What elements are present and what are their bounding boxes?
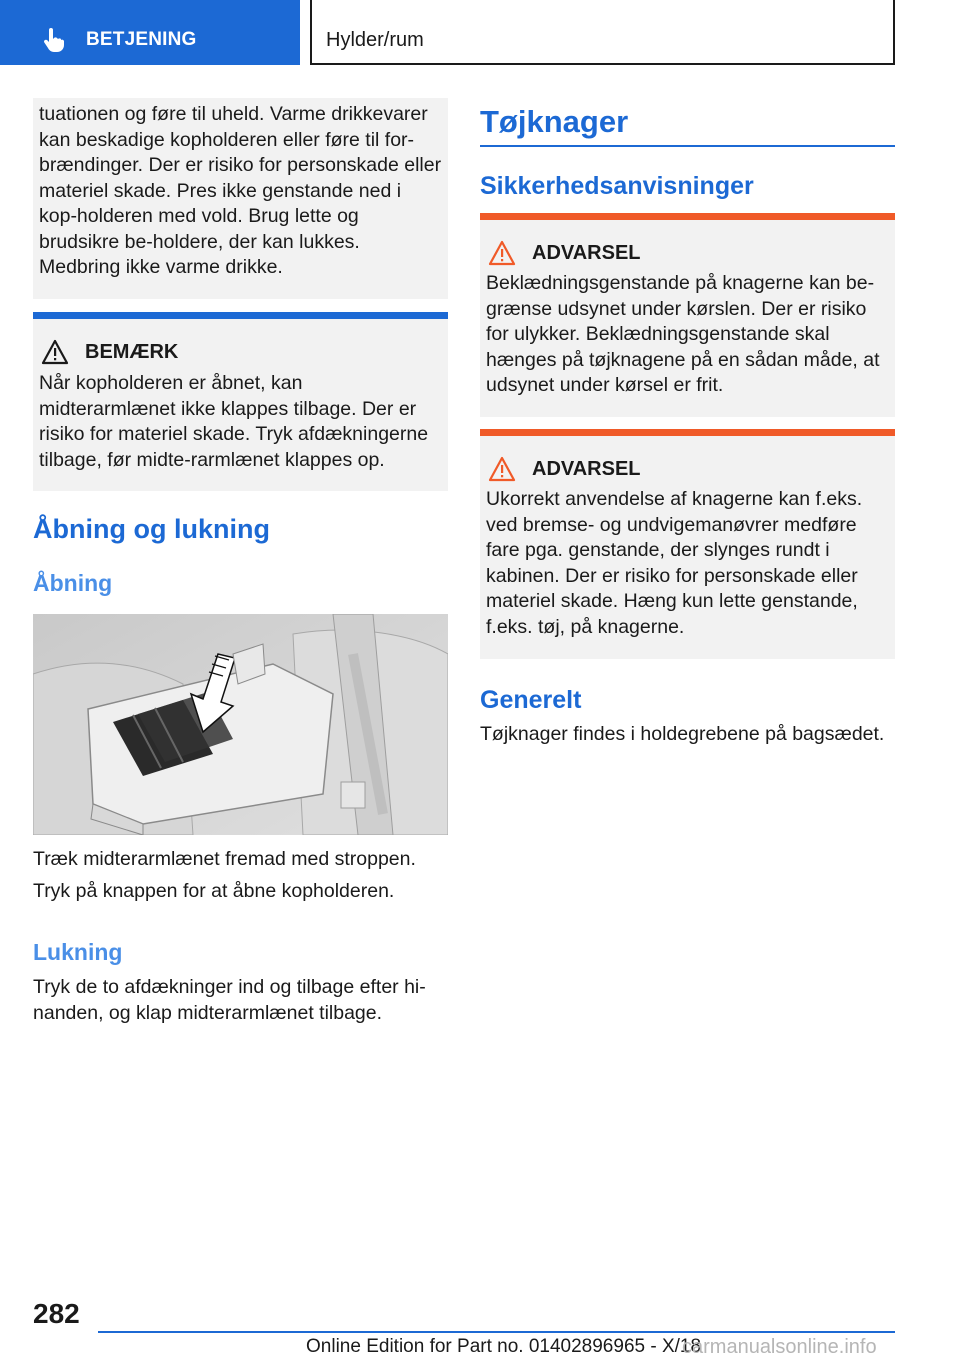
footer-rule: [98, 1331, 895, 1333]
subheading-closing: Lukning: [33, 939, 123, 965]
warning-triangle-icon: [41, 339, 69, 365]
step-2-text: Tryk på knappen for at åbne kopholderen.: [33, 880, 395, 902]
general-text: Tøjknager findes i holdegrebene på bagsædet.: [480, 723, 885, 745]
page-number: 282: [33, 1298, 80, 1329]
edition-text: Online Edition for Part no. 01402896965 - X/18: [306, 1336, 702, 1357]
warning-1-box: [480, 220, 895, 417]
hand-pointer-icon: [40, 27, 66, 53]
notice-text: Når kopholderen er åbnet, kan midterarmlænet ikke klappes tilbage. Der er risiko for materiel skade. Tryk afdækningerne tilbage, før midte-rarmlænet klappes op.: [39, 372, 429, 471]
notice-header: [41, 339, 178, 365]
subheading-safety: Sikkerhedsanvisninger: [480, 172, 754, 200]
closing-text: Tryk de to afdækninger ind og tilbage efter hi-nanden, og klap midterarmlænet tilbage.: [33, 976, 426, 1024]
warning-2-header: [488, 456, 641, 482]
topic-title: Hylder/rum: [326, 29, 424, 51]
warning-2-text: Ukorrekt anvendelse af knagerne kan f.eks. ved bremse- og undvigemanøvrer medføre fare pga. genstande, der slynges rundt i kabinen. Der er risiko for personskade eller materiel skade. Hæng kun lette genstande, f.eks. tøj, på knagerne.: [486, 488, 863, 638]
watermark: carmanualsonline.info: [682, 1336, 877, 1358]
warning-1-bar: [480, 213, 895, 220]
notice-box: [33, 319, 448, 491]
continued-warning-text: tuationen og føre til uheld. Varme drikkevarer kan beskadige kopholderen eller føre til for-brændinger. Der er risiko for personskade eller materiel skade. Pres ikke genstande ned i kop-holderen med vold. Brug lette og brudsikre be-holdere, der kan lukkes. Medbring ikke varme drikke.: [39, 103, 442, 278]
header-right-border: [893, 0, 895, 65]
heading-coat-hooks: Tøjknager: [480, 104, 629, 139]
header-bottom-border: [310, 63, 895, 65]
warning-triangle-icon: [488, 456, 516, 482]
armrest-cupholder-image: [33, 614, 448, 835]
warning-1-title: ADVARSEL: [532, 241, 641, 264]
step-1-text: Træk midterarmlænet fremad med stroppen.: [33, 848, 416, 870]
heading-rule: [480, 145, 895, 147]
continued-warning-box: [33, 98, 448, 299]
warning-1-text: Beklædningsgenstande på knagerne kan be-grænse udsynet under kørslen. Der er risiko for ulykker. Beklædningsgenstande skal hænges på tøjknagene på en sådan måde, at udsynet under kørsel er frit.: [486, 272, 880, 396]
warning-1-header: [488, 240, 641, 266]
warning-2-bar: [480, 429, 895, 436]
subheading-general: Generelt: [480, 686, 582, 714]
notice-bar: [33, 312, 448, 319]
heading-opening-closing: Åbning og lukning: [33, 514, 270, 544]
section-label: BETJENING: [86, 29, 197, 50]
section-tab: [0, 0, 300, 65]
warning-2-box: [480, 436, 895, 659]
header-divider: [310, 0, 312, 65]
subheading-opening: Åbning: [33, 570, 113, 596]
warning-triangle-icon: [488, 240, 516, 266]
notice-title: BEMÆRK: [85, 340, 179, 363]
warning-2-title: ADVARSEL: [532, 457, 641, 480]
